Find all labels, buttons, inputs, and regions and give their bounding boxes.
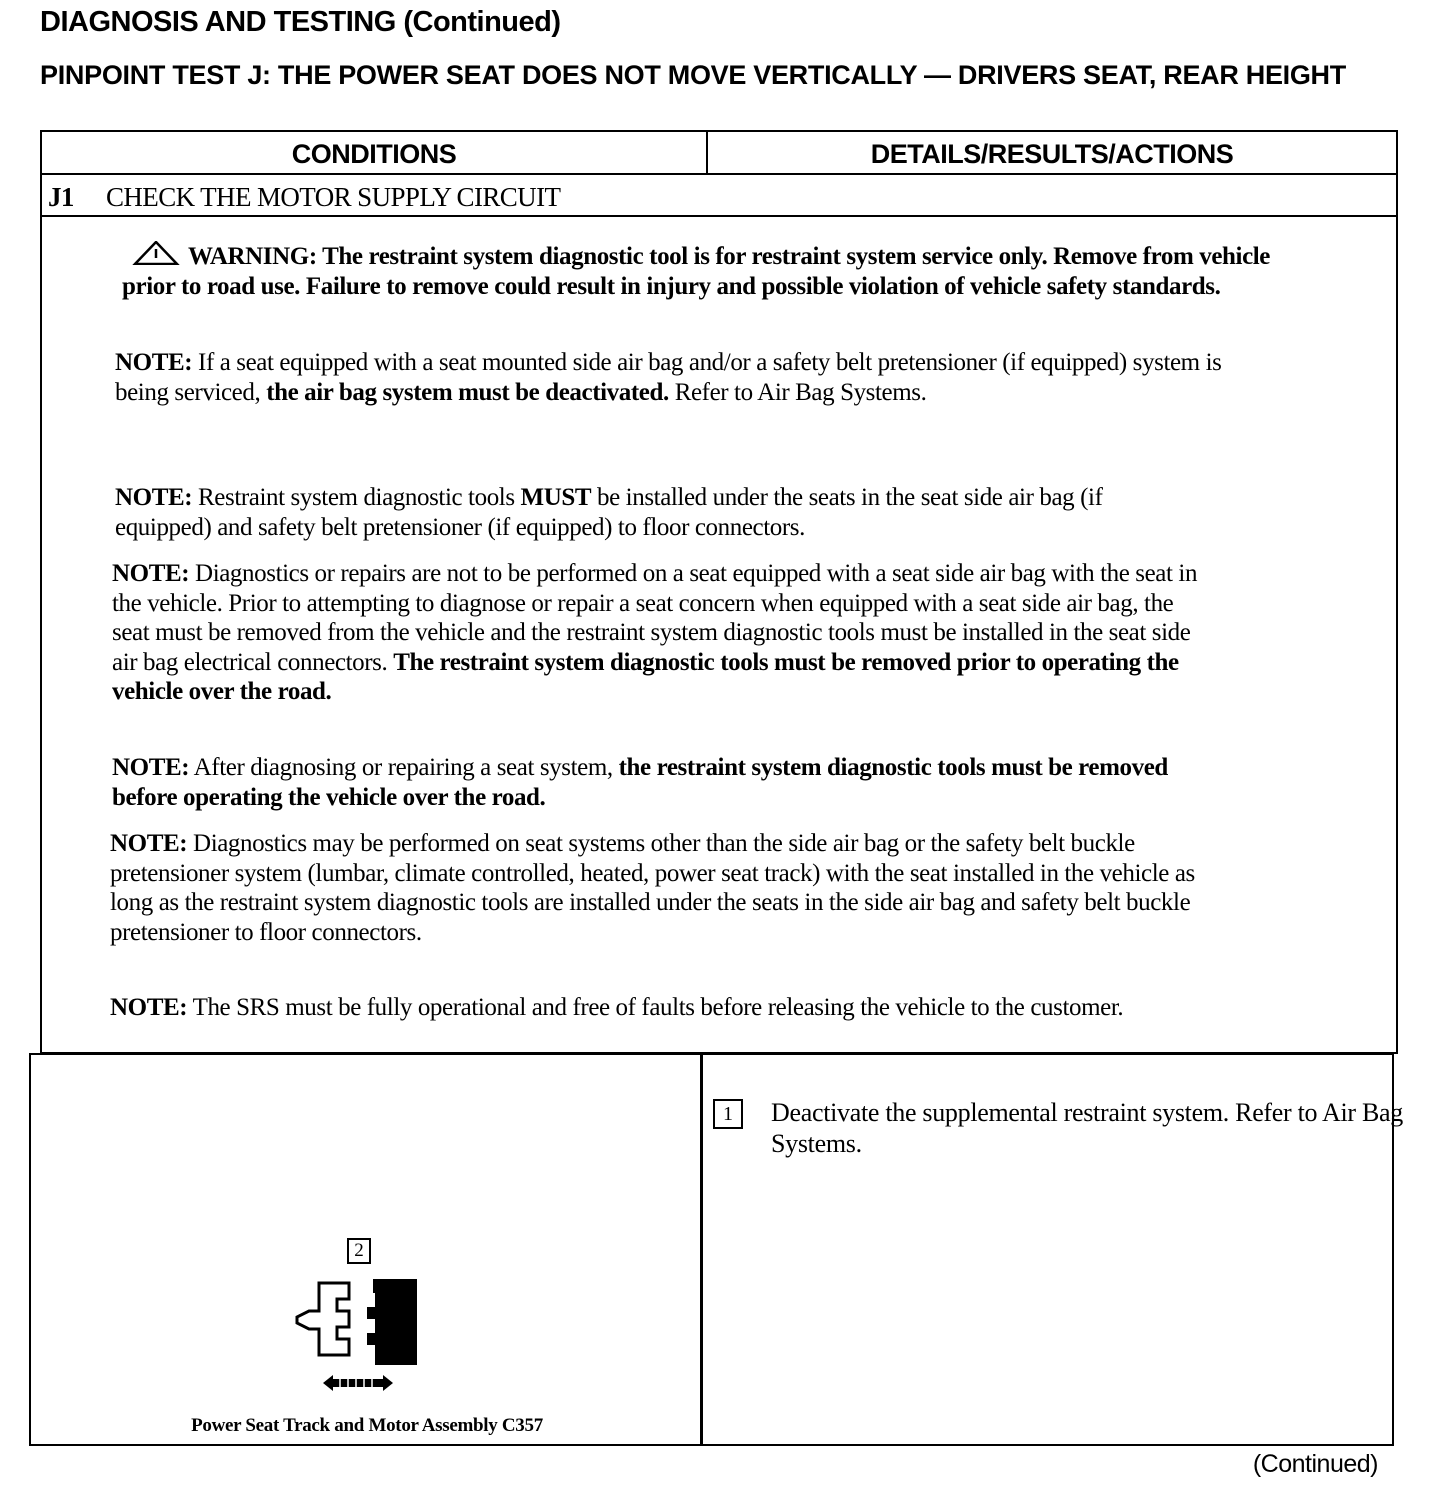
warning-text: WARNING: The restraint system diagnostic tool is for restraint system service only. Remove from vehicle prior to road use. Failure to remove could result in injury and possible violation of vehicle safety standards. [122, 243, 1271, 300]
note-text: Diagnostics or repairs are not to be performed on a seat equipped with a seat side air bag with the seat in the vehicle. Prior to attempting to diagnose or repair a seat concern when equipped with a seat side air bag, the seat must be removed from the vehicle and the restraint system diagnostic tools must be installed in the seat side air bag electrical connectors. [112, 560, 1198, 676]
table-header-row [42, 132, 1396, 175]
note-text: After diagnosing or repairing a seat system, [189, 754, 619, 781]
warning-block [122, 241, 1302, 301]
action-step-text: Deactivate the supplemental restraint system. Refer to Air Bag Systems. [771, 1098, 1403, 1158]
action-cell [703, 1055, 1403, 1444]
illustration-cell [31, 1055, 703, 1444]
note-emphasis: the air bag system must be deactivated. [266, 378, 669, 406]
illustration-caption: Power Seat Track and Motor Assembly C357 [191, 1415, 543, 1436]
note-label: NOTE: [110, 830, 188, 857]
note-1 [115, 348, 1225, 407]
step-id: J1 [48, 182, 74, 212]
note-label: NOTE: [115, 484, 193, 511]
note-text-end: be installed under the seats in the seat side air bag (if equipped) and safety belt pretensioner (if equipped) to floor connectors. [115, 484, 1103, 541]
note-label: NOTE: [115, 349, 193, 376]
warning-triangle-icon [132, 241, 180, 265]
connector-disconnect-icon [293, 1277, 423, 1403]
action-table [29, 1053, 1403, 1446]
note-label: NOTE: [112, 754, 190, 781]
note-3 [112, 559, 1212, 707]
note-text-end: Refer to Air Bag Systems. [668, 378, 927, 406]
note-text: The SRS must be fully operational and free of faults before releasing the vehicle to the customer. [187, 994, 1124, 1021]
note-label: NOTE: [110, 994, 188, 1021]
pinpoint-test-title: PINPOINT TEST J: THE POWER SEAT DOES NOT MOVE VERTICALLY — DRIVERS SEAT, REAR HEIGHT [40, 60, 1346, 90]
note-text: Diagnostics may be performed on seat systems other than the side air bag or the safety belt buckle pretensioner system (lumbar, climate controlled, heated, power seat track) with the seat installed in the vehicle as long as the restraint system diagnostic tools are installed under the seats in the side air bag and safety belt buckle pretensioner to floor connectors. [110, 830, 1195, 946]
note-6 [110, 993, 1220, 1023]
note-text: Restraint system diagnostic tools [192, 484, 521, 511]
note-emphasis: MUST [520, 484, 592, 511]
note-text: If a seat equipped with a seat mounted side air bag and/or a safety belt pretensioner (if equipped) system is being serviced, [115, 349, 1222, 406]
step-title: CHECK THE MOTOR SUPPLY CIRCUIT [106, 182, 561, 212]
column-header-details: DETAILS/RESULTS/ACTIONS [870, 139, 1234, 169]
note-emphasis: the restraint system diagnostic tools must be removed before operating the vehicle over the road. [112, 754, 1168, 811]
column-header-conditions: CONDITIONS [42, 132, 708, 173]
note-4 [112, 753, 1212, 812]
action-step-number: 1 [713, 1099, 743, 1129]
note-emphasis: The restraint system diagnostic tools must be removed prior to operating the vehicle over the road. [112, 648, 1179, 706]
page-title: DIAGNOSIS AND TESTING (Continued) [40, 6, 561, 38]
note-label: NOTE: [112, 560, 190, 587]
step-row [42, 175, 1396, 217]
note-5 [110, 829, 1210, 947]
continued-label: (Continued) [1252, 1450, 1378, 1478]
callout-2: 2 [347, 1238, 371, 1264]
conditions-table [40, 130, 1398, 1054]
note-2 [115, 483, 1195, 542]
